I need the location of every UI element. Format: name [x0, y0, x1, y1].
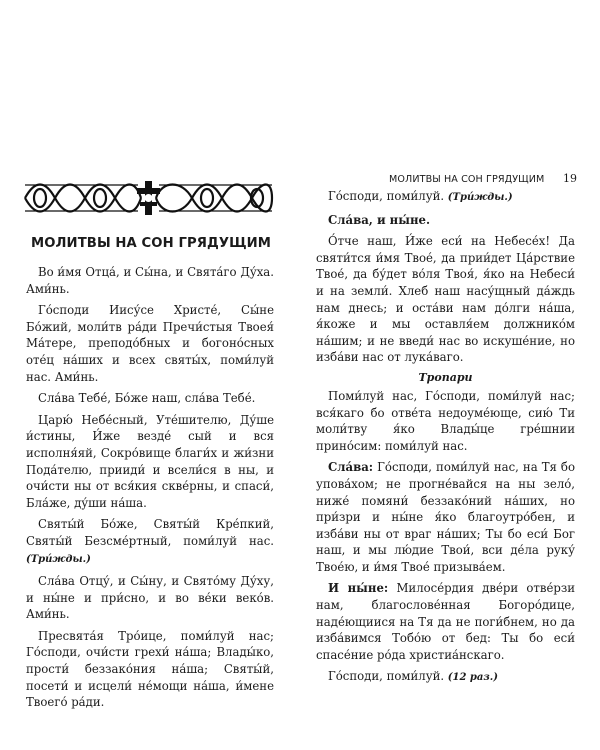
paragraph-lead: И ны́не: — [328, 581, 389, 596]
section-heading: Тропари — [418, 370, 473, 384]
paragraph-text: Сла́ва Отцу́, и Сы́ну, и Свято́му Ду́ху, и ны́не и при́сно, и во ве́ки веко́в. Ами́нь. — [26, 574, 274, 622]
paragraph — [26, 264, 274, 297]
paragraph-text: Поми́луй нас, Го́споди, поми́луй нас; вся́каго бо отве́та недоуме́юще, сию́ Ти моли́тву я́ко Влады́це гре́шнии прино́сим: поми́луй нас. — [316, 388, 575, 453]
paragraph — [316, 459, 575, 575]
paragraph-text: Во и́мя Отца́, и Сы́на, и Свята́го Ду́ха. Ами́нь. — [26, 265, 274, 296]
paragraph — [26, 302, 274, 385]
page-number: 19 — [563, 172, 577, 185]
paragraph — [316, 668, 575, 687]
running-head: МОЛИТВЫ НА СОН ГРЯДУЩИМ — [389, 174, 545, 185]
paragraph-lead: Сла́ва: — [328, 460, 374, 475]
paragraph-text: О́тче наш, И́же еси́ на Небесе́х! Да святи́тся и́мя Твое́, да прии́дет Ца́рствие Твое́, да бу́дет во́ля Твоя́, я́ко на Небеси́ и на земли́. Хлеб наш насу́щный да́ждь нам днесь; и оста́ви нам до́лги на́ша, я́коже и мы оставля́ем должнико́м на́шим; и не введи́ нас во искуше́ние, но изба́ви нас от лука́ваго. — [316, 234, 575, 365]
paragraph-text: Святы́й Бо́же, Святы́й Кре́пкий, Святы́й Безсме́ртный, поми́луй нас. — [26, 517, 274, 548]
paragraph-text: Го́споди, поми́луй. — [328, 669, 445, 684]
paragraph — [26, 390, 274, 407]
paragraph-text: Го́споди, поми́луй нас, на Тя бо упова́хом; не прогне́вайся на ны зело́, ниже́ помяни́ беззако́ний на́ших, но при́зри и ны́не я́ко благоутро́бен, и изба́ви ны от враг на́ших; Ты бо еси́ Бог наш, и мы лю́дие Твои́, вси де́ла руку́ Твое́ю, и и́мя Твое́ призыва́ем. — [316, 460, 575, 574]
paragraph — [316, 233, 575, 366]
rubric-remark: (Три́жды.) — [447, 192, 513, 203]
paragraph — [26, 412, 274, 512]
paragraph — [26, 573, 274, 623]
rubric-remark: (12 раз.) — [447, 672, 498, 684]
paragraph — [26, 628, 274, 711]
page-title: МОЛИТВЫ НА СОН ГРЯДУЩИМ — [30, 236, 272, 251]
paragraph — [26, 516, 274, 568]
prayer-text-right — [316, 188, 575, 687]
paragraph — [316, 212, 575, 229]
paragraph — [316, 580, 575, 663]
paragraph-text: Сла́ва Тебе́, Бо́же наш, сла́ва Тебе́. — [38, 391, 256, 406]
paragraph-text: Го́споди Иису́се Христе́, Сы́не Бо́жий, моли́тв ра́ди Пречи́стыя Твоея́ Ма́тере, преподо́бных и богоно́сных оте́ц на́ших и всех святы́х, поми́луй нас. Ами́нь. — [26, 303, 274, 384]
paragraph-text: Милосе́рдия две́ри отве́рзи нам, благослове́нная Богоро́дице, наде́ющиися на Тя да не поги́бнем, но да изба́вимся Тобо́ю от бед: Ты бо еси́ спасе́ние ро́да христиа́нскаго. — [316, 581, 576, 662]
paragraph-text: Го́споди, поми́луй. — [328, 189, 445, 203]
celtic-knot-ornament-icon — [23, 178, 274, 218]
paragraph-text: Пресвята́я Тро́ице, поми́луй нас; Го́споди, очи́сти грехи́ на́ша; Влады́ко, прости́ беззако́ния на́ша; Святы́й, посети́ и исцели́ не́мощи на́ша, и́мене Твоего́ ра́ди. — [26, 628, 274, 710]
paragraph — [316, 388, 575, 454]
rubric-remark: (Три́жды.) — [26, 553, 91, 565]
paragraph — [316, 188, 575, 207]
prayer-text-left — [26, 264, 274, 711]
paragraph-text: Царю́ Небе́сный, Уте́шителю, Ду́ше и́стины, И́же везде́ сый и вся исполня́яй, Сокро́вище благи́х и жи́зни Пода́телю, прииди́ и всели́ся в ны, и очи́сти ны от вся́кия скве́рны, и спаси́, Бла́же, ду́ши на́ша. — [26, 412, 274, 510]
paragraph-lead: Сла́ва, и ны́не. — [328, 212, 431, 227]
